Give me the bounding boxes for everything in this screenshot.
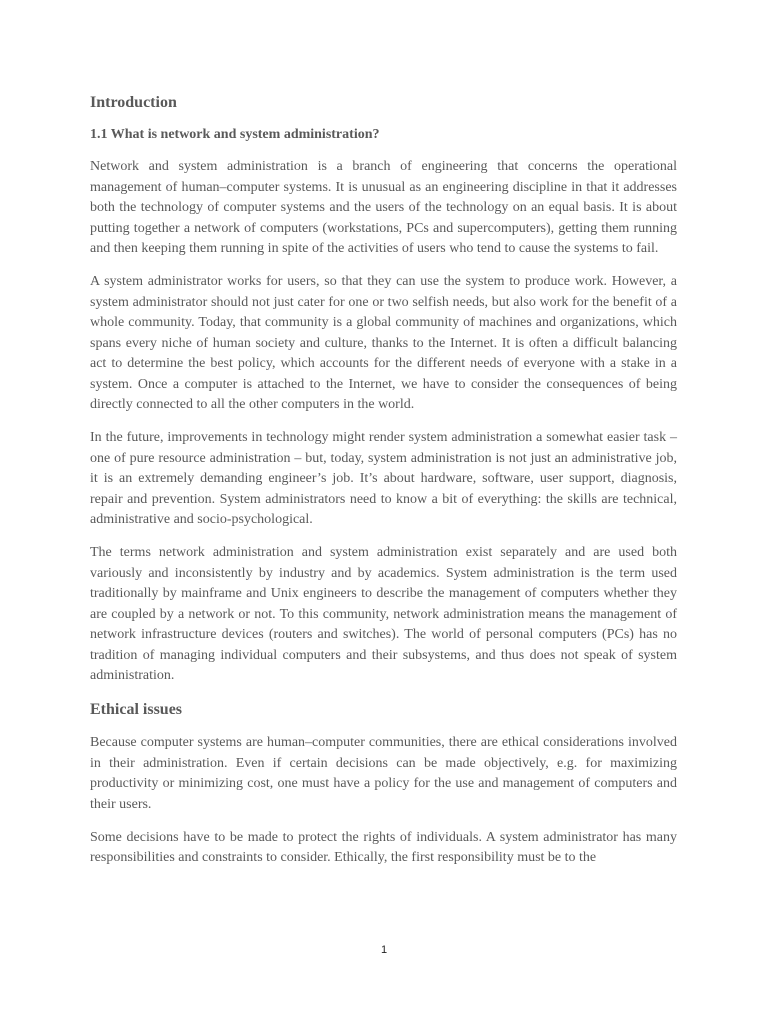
section-heading-introduction: Introduction [90,94,177,111]
paragraph-intro-3: In the future, improvements in technology might render system administration a somewhat easier task – one of pure resource administration – but, today, system administration is not just an administrative job, it is an extremely demanding engineer’s job. It’s about hardware, software, user support, diagnosis, repair and prevention. System administrators need to know a bit of everything: the skills are technical, administrative and socio-psychological. [90,430,677,527]
paragraph-ethical-2: Some decisions have to be made to protect the rights of individuals. A system administrator has many responsibilities and constraints to consider. Ethically, the first responsibility must be to the [90,829,677,865]
paragraph-intro-1: Network and system administration is a branch of engineering that concerns the operational management of human–computer systems. It is unusual as an engineering discipline in that it addresses both the technology of computer systems and the users of the technology on an equal basis. It is about putting together a network of computers (workstations, PCs and supercomputers), getting them running and then keeping them running in spite of the activities of users who tend to cause the systems to fail. [90,159,677,256]
paragraph-ethical-1: Because computer systems are human–computer communities, there are ethical considerations involved in their administration. Even if certain decisions can be made objectively, e.g. for maximizing productivity or minimizing cost, one must have a policy for the use and management of computers and their users. [90,735,677,812]
section-heading-ethical-issues: Ethical issues [90,701,183,718]
paragraph-intro-4: The terms network administration and system administration exist separately and are used both variously and inconsistently by industry and by academics. System administration is the term used traditionally by mainframe and Unix engineers to describe the management of computers whether they are coupled by a network or not. To this community, network administration means the management of network infrastructure devices (routers and switches). The world of personal computers (PCs) has no tradition of managing individual computers and their subsystems, and thus does not speak of system administration. [90,545,677,683]
paragraph-intro-2: A system administrator works for users, so that they can use the system to produce work. However, a system administrator should not just cater for one or two selfish needs, but also work for the benefit of a whole community. Today, that community is a global community of machines and organizations, which spans every niche of human society and culture, thanks to the Internet. It is often a difficult balancing act to determine the best policy, which accounts for the different needs of everyone with a stake in a system. Once a computer is attached to the Internet, we have to consider the consequences of being directly connected to all the other computers in the world. [90,274,677,412]
page-body [90,92,677,881]
page-number: 1 [380,944,388,956]
subsection-heading-1-1: 1.1 What is network and system administration? [90,127,380,142]
